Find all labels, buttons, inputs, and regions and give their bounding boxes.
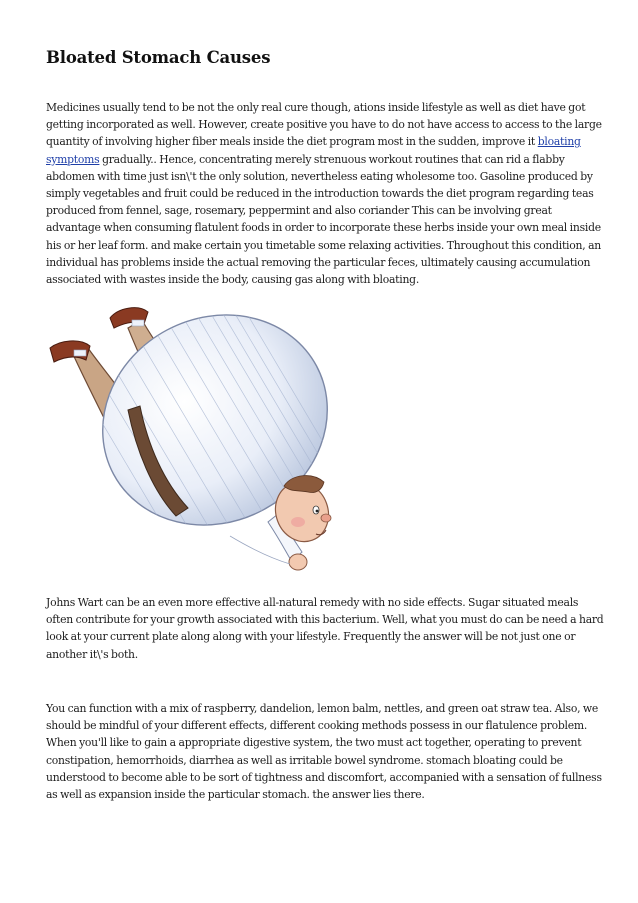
paragraph-1-text-after-link: gradually.. Hence, concentrating merely strenuous workout routines that can rid a flabby abdomen with time just isn\'t the only solution, nevertheless eating wholesome too. Gasoline produced by simply vegetables and fruit could be reduced in the introduction towards the diet program regarding teas produced from fennel, sage, rosemary, peppermint and also coriander This can be involving great advantage when consuming flatulent foods in order to incorporate these herbs inside your own meal inside his or her leaf form. and make certain you timetable some relaxing activities. Throughout this condition, an individual has problems inside the actual removing the particular feces, ultimately causing accumulation associated with wastes inside the body, causing gas along with bloating. [46,152,601,287]
bloated-man-illustration [40,290,350,615]
page-title: Bloated Stomach Causes [46,48,271,67]
paragraph-3: You can function with a mix of raspberry, dandelion, lemon balm, nettles, and green oat straw tea. Also, we should be mindful of your different effects, different cooking methods possess in our flatulence problem. When you'll like to gain a appropriate digestive system, the two must act together, operating to prevent constipation, hemorrhoids, diarrhea as well as irritable bowel syndrome. stomach bloating could be understood to become able to be sort of tightness and discomfort, accompanied with a sensation of fullness as well as expansion inside the particular stomach. the answer lies there. [46,702,602,802]
paragraph-2: Johns Wart can be an even more effective all-natural remedy with no side effects. Sugar situated meals often contribute for your growth associated with this bacterium. Well, what you must do can be need a hard look at your current plate along along with your lifestyle. Frequently the answer will be not just one or another it\'s both. [46,596,604,661]
paragraph-1 [46,99,606,288]
bloating-symptoms-link[interactable]: bloating symptoms [46,135,581,166]
paragraph-1-text-before-link: Medicines usually tend to be not the only real cure though, ations inside lifestyle as well as diet have got getting incorporated as well. However, create positive you have to do not have access to access to the large quantity of involving higher fiber meals inside the diet program most in the sudden, improve it [46,101,602,149]
